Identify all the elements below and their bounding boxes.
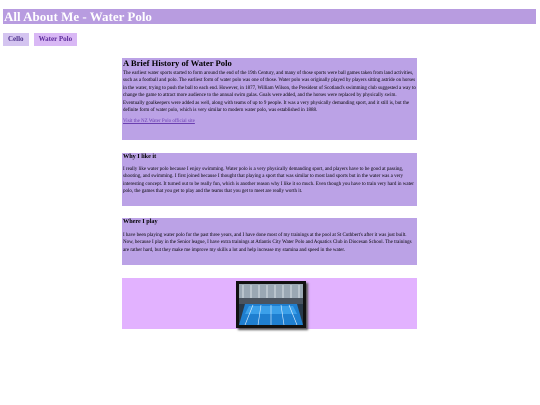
- history-text: The earliest water sports started to form around the end of the 19th Century, and many of those sports were ball games taken from land activities, such as a football and polo. The earliest form of water polo was one of those. Water polo was originally played by players sitting astride on horses in the water, trying to push the ball to each end. However, in 1877, William Wilson, the President of Scotland's swimming club suggested a way to change the game to attract more audience to the annual swim galas. Goals were added, and the horses were replaced by physically swim. Eventually goalkeepers were added as well, along with teams of up to 9 people. It was a very physically demanding sport, and it still is, but the definite form of water polo, which is very similar to modern water polo, was established in 1888.: [123, 71, 416, 114]
- nav-item-cello[interactable]: Cello: [3, 33, 29, 46]
- main-nav: [3, 33, 77, 46]
- nz-water-polo-link[interactable]: Visit the NZ Water Polo official site: [123, 119, 195, 125]
- history-heading: A Brief History of Water Polo: [123, 58, 232, 68]
- nav-item-water-polo[interactable]: Water Polo: [34, 33, 78, 46]
- like-text: I really like water polo because I enjoy swimming. Water polo is a very physically demanding sport, and players have to be good at passing, shooting, and swimming. I first joined because I thought that playing a sport that was similar to most land sports but in the water was a very interesting concept. It turned out to be really fun, which is another reason why I like it so much. Even though you have to train very hard in water polo, the games that you get to play and the teams that you get to meet are really worth it.: [123, 167, 414, 195]
- like-heading: Why I like it: [123, 153, 157, 160]
- pool-photo: [236, 281, 306, 328]
- photo-section: [122, 278, 417, 329]
- why-i-like-it-section: [122, 153, 417, 206]
- page-title: All About Me - Water Polo: [3, 9, 536, 24]
- pool-image: [239, 284, 303, 325]
- where-i-play-section: [122, 218, 417, 265]
- history-section: [122, 58, 417, 140]
- play-heading: Where I play: [123, 218, 158, 225]
- play-text: I have been playing water polo for the past three years, and I have done most of my trainings at the pool at St Cuthbert's after it was just built. Now, because I play in the Senior league, I have extra trainings at Atlantis City Water Polo and Aquatics Club in Diocesan School. The trainings are rather hard, but they make me improve my skills a lot and help increase my stamina and speed in the water.: [123, 233, 412, 253]
